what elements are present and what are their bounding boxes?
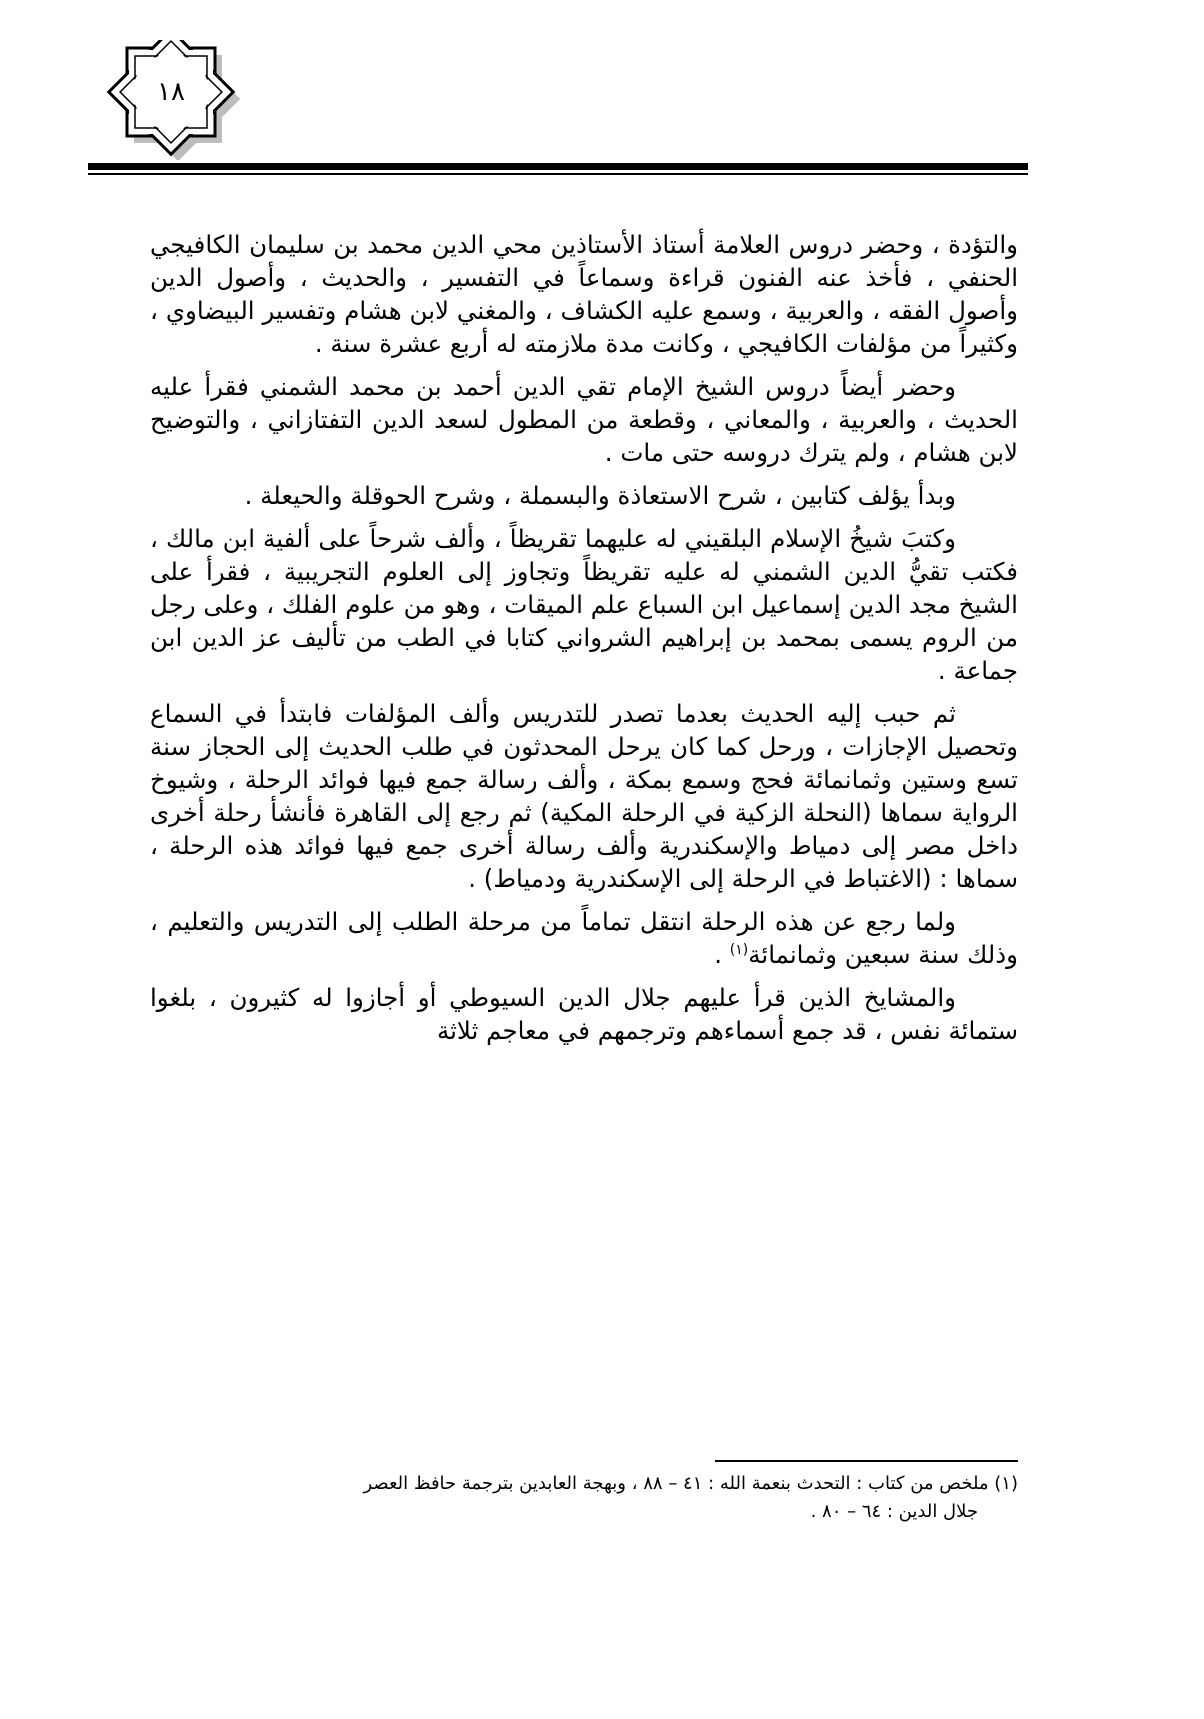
paragraph: وبدأ يؤلف كتابين ، شرح الاستعاذة والبسملة ، وشرح الحوقلة والحيعلة .	[244, 481, 956, 510]
paragraph: والتؤدة ، وحضر دروس العلامة أستاذ الأستاذين محي الدين محمد بن سليمان الكافيجي الحنفي ، فأخذ عنه الفنون قراءة وسماعاً في التفسير ، والحديث ، وأصول الدين وأصول الفقه ، والعربية ، وسمع عليه الكشاف ، والمغني لابن هشام وتفسير البيضاوي ، وكثيراً من مؤلفات الكافيجي ، وكانت مدة ملازمته له أربع عشرة سنة .	[150, 230, 1018, 358]
paragraph: والمشايخ الذين قرأ عليهم جلال الدين السيوطي أو أجازوا له كثيرون ، بلغوا ستمائة نفس ، قد جمع أسماءهم وترجمهم في معاجم ثلاثة	[150, 983, 1018, 1045]
body-text	[150, 228, 1018, 1057]
paragraph-text: ولما رجع عن هذه الرحلة انتقل تماماً من مرحلة الطلب إلى التدريس والتعليم ، وذلك سنة سبعين وثمانمائة	[150, 907, 1018, 969]
footnote	[150, 1470, 1018, 1526]
paragraph: وكتبَ شيخُ الإسلام البلقيني له عليهما تقريظاً ، وألف شرحاً على ألفية ابن مالك ، فكتب تقيُّ الدين الشمني له عليه تقريظاً وتجاوز إلى العلوم التجريبية ، فقرأ على الشيخ مجد الدين إسماعيل ابن السباع علم الميقات ، وهو من علوم الفلك ، وعلى رجل من الروم يسمى بمحمد بن إبراهيم الشرواني كتابا في الطب من تأليف عز الدين ابن جماعة .	[150, 524, 1018, 685]
page-number: ١٨	[157, 77, 185, 107]
footnote-line: جلال الدين : ٦٤ – ٨٠ .	[810, 1501, 978, 1522]
paragraph: وحضر أيضاً دروس الشيخ الإمام تقي الدين أحمد بن محمد الشمني فقرأ عليه الحديث ، والعربية ، والمعاني ، وقطعة من المطول لسعد الدين التفتازاني ، والتوضيح لابن هشام ، ولم يترك دروسه حتى مات .	[150, 372, 1018, 467]
header-rule-thick	[88, 163, 1028, 170]
paragraph-tail: .	[714, 940, 730, 969]
footnote-reference[interactable]: (١)	[729, 941, 749, 958]
page-number-emblem	[102, 40, 240, 160]
header-rule-thin	[88, 173, 1028, 175]
paragraph: ثم حبب إليه الحديث بعدما تصدر للتدريس وألف المؤلفات فابتدأ في السماع وتحصيل الإجازات ، ورحل كما كان يرحل المحدثون في طلب الحديث إلى الحجاز سنة تسع وستين وثمانمائة فحج وسمع بمكة ، وألف رسالة جمع فيها فوائد الرحلة ، وشيوخ الرواية سماها (النحلة الزكية في الرحلة المكية) ثم رجع إلى القاهرة فأنشأ رحلة أخرى داخل مصر إلى دمياط والإسكندرية وألف رسالة أخرى جمع فيها فوائد هذه الرحلة ، سماها : (الاغتباط في الرحلة إلى الإسكندرية ودمياط) .	[150, 699, 1018, 893]
footnote-line: (١) ملخص من كتاب : التحدث بنعمة الله : ٤١ – ٨٨ ، وبهجة العابدين بترجمة حافظ العصر	[363, 1473, 1018, 1494]
footnote-divider	[715, 1460, 1018, 1462]
paragraph	[150, 905, 1018, 971]
